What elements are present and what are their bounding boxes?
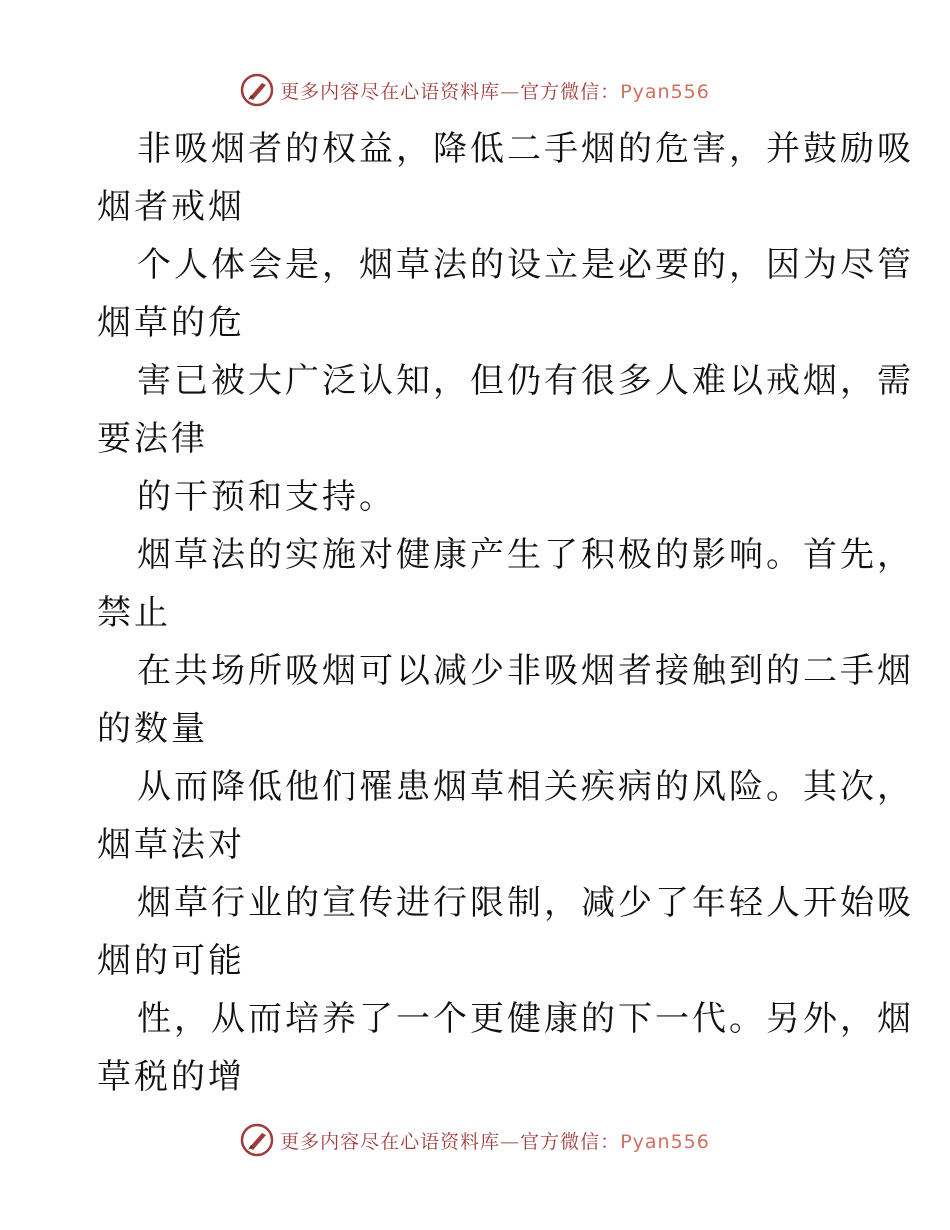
paragraph-line: 烟草法对 [97, 825, 245, 865]
banner-separator: — [500, 1130, 521, 1153]
banner-brand: 更多内容尽在心语资料库 [280, 1130, 501, 1153]
paragraph-line: 的干预和支持。 [137, 477, 396, 517]
footer-watermark-banner [0, 1120, 950, 1160]
banner-separator: — [500, 80, 521, 103]
document-body [97, 120, 914, 1106]
banner-contact-label: 官方微信： [520, 80, 621, 103]
banner-contact-id: Pyan556 [620, 80, 710, 103]
paragraph-line: 的数量 [97, 709, 208, 749]
paragraph-line: 烟草的危 [97, 303, 245, 343]
paragraph-line: 非吸烟者的权益，降低二手烟的危害，并鼓励吸 [137, 129, 914, 169]
banner-text [280, 1127, 710, 1154]
banner-brand: 更多内容尽在心语资料库 [280, 80, 501, 103]
paragraph-line: 要法律 [97, 419, 208, 459]
paragraph-line: 烟草行业的宣传进行限制，减少了年轻人开始吸 [137, 883, 914, 923]
quill-pen-logo-icon [240, 73, 274, 107]
paragraph-line: 性，从而培养了一个更健康的下一代。另外，烟 [137, 999, 914, 1039]
quill-pen-logo-icon [240, 1123, 274, 1157]
paragraph-line: 在共场所吸烟可以减少非吸烟者接触到的二手烟 [137, 651, 914, 691]
paragraph-line: 禁止 [97, 593, 171, 633]
paragraph-line: 草税的增 [97, 1057, 245, 1097]
header-watermark-banner [0, 70, 950, 110]
paragraph-line: 害已被大广泛认知，但仍有很多人难以戒烟，需 [137, 361, 914, 401]
banner-text [280, 77, 710, 104]
banner-contact-label: 官方微信： [520, 1130, 621, 1153]
paragraph-line: 从而降低他们罹患烟草相关疾病的风险。其次， [137, 767, 914, 807]
paragraph-line: 个人体会是，烟草法的设立是必要的，因为尽管 [137, 245, 914, 285]
banner-contact-id: Pyan556 [620, 1130, 710, 1153]
paragraph-line: 烟草法的实施对健康产生了积极的影响。首先， [137, 535, 914, 575]
paragraph-line: 烟者戒烟 [97, 187, 245, 227]
paragraph-line: 烟的可能 [97, 941, 245, 981]
